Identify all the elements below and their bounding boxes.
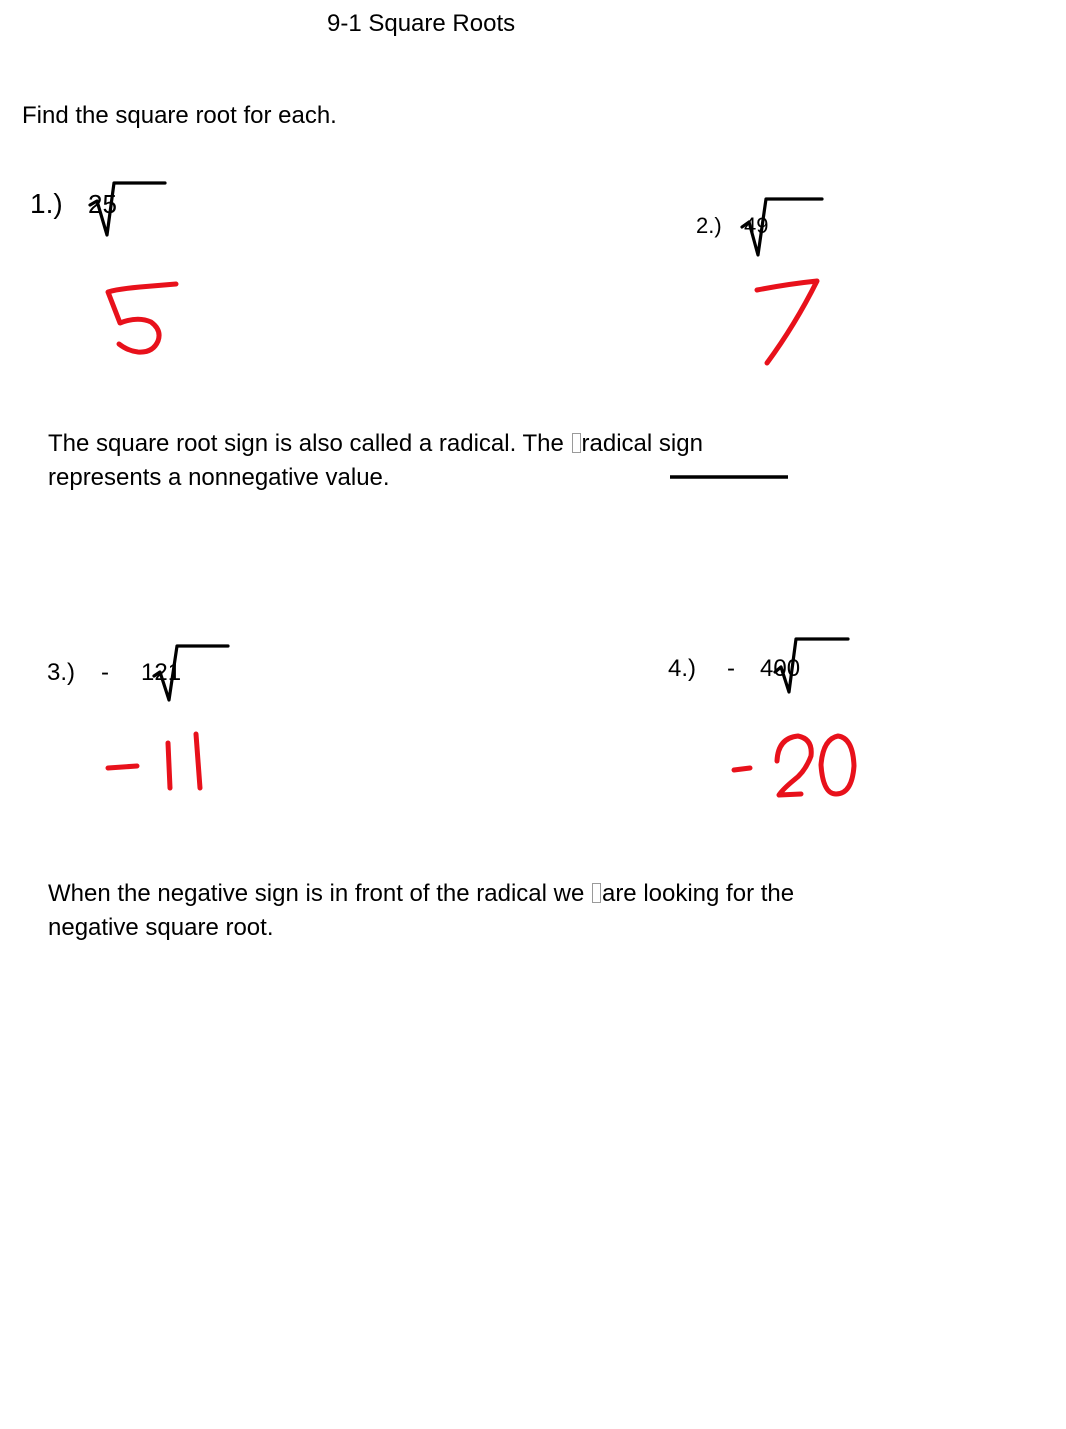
problem-4-radicand: 400 [760,655,801,682]
page-title: 9-1 Square Roots [327,10,516,37]
radical-note-line-2: represents a nonnegative value. [48,464,390,491]
problem-2-label: 2.) [696,213,722,238]
radical-note-text-b: radical sign [581,430,703,457]
radical-note-text-a: The square root sign is also called a radical. The [48,430,571,457]
problem-4-label: 4.) [668,655,697,682]
radical-sign-4-icon [775,639,848,692]
negative-root-note-line-2: negative square root. [48,914,274,941]
negative-root-note-text-a: When the negative sign is in front of the radical we [48,880,591,907]
problem-2-radicand: 49 [744,213,769,238]
negative-root-note-text-b: are looking for the [601,880,795,907]
problem-4-negative-sign: - [727,655,735,682]
handwritten-answer-4-icon [734,736,854,795]
problem-3-label: 3.) [47,659,76,686]
handwritten-answer-3-icon [108,734,200,788]
handwritten-answer-2-icon [757,281,817,363]
problem-3-radicand: 121 [141,659,182,686]
radical-sign-3-icon [154,646,228,700]
instructions: Find the square root for each. [22,102,337,129]
problem-1-radicand: 25 [88,189,117,219]
radical-sign-2-icon [742,199,822,255]
problem-1-label: 1.) [30,188,63,219]
radical-sign-1-icon [90,183,165,235]
handwritten-answer-1-icon [108,284,176,352]
problem-3-negative-sign: - [101,659,109,686]
